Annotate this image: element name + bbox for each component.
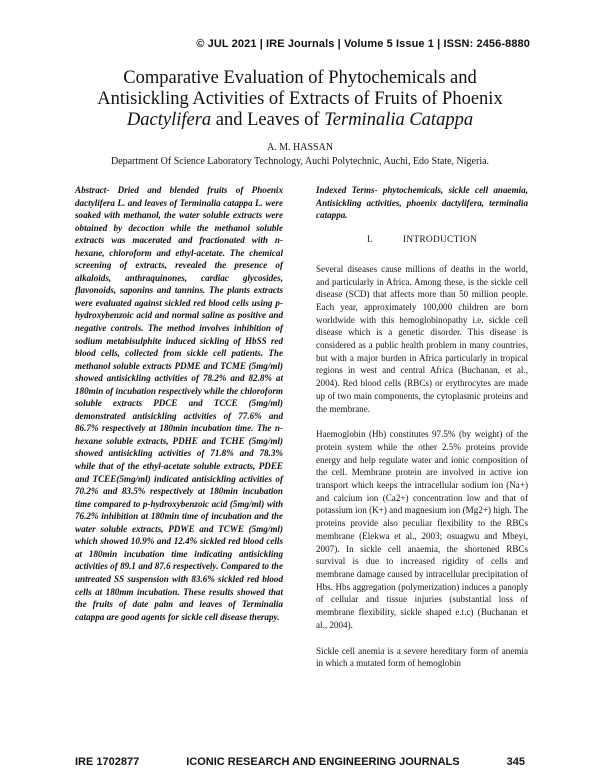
section-heading	[316, 234, 528, 247]
section-number: I.	[366, 235, 373, 246]
title-species-2: Terminalia Catappa	[324, 110, 474, 130]
author-affiliation: Department Of Science Laboratory Technology, Auchi Polytechnic, Auchi, Edo State, Nigeria.	[110, 156, 490, 167]
paper-title	[60, 68, 540, 131]
page-footer	[75, 756, 525, 768]
author-name: A. M. HASSAN	[266, 142, 334, 153]
footer-journal-name: ICONIC RESEARCH AND ENGINEERING JOURNALS	[186, 756, 460, 768]
footer-paper-id: IRE 1702877	[75, 756, 140, 768]
abstract-column	[75, 184, 283, 623]
title-line-3	[60, 110, 540, 131]
title-line-1: Comparative Evaluation of Phytochemicals and	[123, 68, 477, 88]
section-title: INTRODUCTION	[402, 235, 478, 246]
intro-paragraph-2: Haemoglobin (Hb) constitutes 97.5% (by weight) of the protein system while the other 2.5% proteins provide energy and help regulate water and ionic composition of the cell. Membrane protein are involved in active ion transport which keeps the intracellular sodium ion (Na+) and calcium ion (Ca2+) concentration low and that of potassium ion (K+) and magnesium ion (Mg2+) high. The proteins provide also peculiar flexibility to the RBCs membrane (Elekwa et al., 2003; osuagwu and Mbeyi, 2007). In sickle cell anaemia, the shortened RBCs survival is due to increased rigidity of cells and membrane damage caused by intracellular precipitation of Hbs. Hbs aggregation (polymerization) induces a panoply of cellular and tissue injuries (substantial loss of membrane flexibility, sickle shaped e.t.c) (Buchanan et al., 2004).	[316, 429, 528, 630]
intro-paragraph-1: Several diseases cause millions of deaths in the world, and particularly in Africa. Among these, is the sickle cell disease (SCD) that affects more than 50 million people. Each year, approximately 100,000 children are born worldwide with this hemoglobinopathy i.e. sickle cell disease which is a genetic disorder. This disease is considered as a public health problem in many countries, but with a major burden in Africa particularly in tropical regions in west and central Africa (Buchanan, et al., 2004). Red blood cells (RBCs) or erythrocytes are made up of two main components, the cytoplasmic proteins and the membrane.	[316, 263, 528, 414]
title-line-2: Antisickling Activities of Extracts of Fruits of Phoenix	[97, 89, 503, 109]
right-column	[316, 184, 528, 683]
footer-page-number: 345	[506, 756, 525, 768]
index-terms: Indexed Terms- phytochemicals, sickle cell anaemia, Antisickling activities, phoenix dactylifera, terminalia catappa.	[316, 185, 528, 221]
title-species-1: Dactylifera	[126, 110, 212, 130]
title-connector: and Leaves of	[211, 110, 325, 130]
intro-paragraph-3: Sickle cell anemia is a severe hereditary form of anemia in which a mutated form of hemoglobin	[316, 645, 528, 669]
journal-header: © JUL 2021 | IRE Journals | Volume 5 Issue 1 | ISSN: 2456-8880	[196, 38, 530, 50]
abstract-text: Abstract- Dried and blended fruits of Phoenix dactylifera L. and leaves of Terminalia catappa L. were soaked with methanol, the water soluble extracts were obtained by decoction while the methanol soluble extracts was macerated and fractionated with n-hexane, chloroform and ethyl-acetate. The chemical screening of extracts, revealed the presence of alkaloids, anthraquinones, cardiac glycosides, flavonoids, saponins and tannins. The plants extracts were evaluated against sickled red blood cells using p-hydroxybenzoic acid and normal saline as positive and negative controls. The method involves inhibition of sodium metabisulphite induced sickling of HbSS red blood cells, collected from sickle cell patients. The methanol soluble extracts PDME and TCME (5mg/ml) showed antisickling activities of 78.2% and 82.8% at 180min of incubation respectively while the chloroform soluble extracts PDCE and TCCE (5mg/ml) demonstrated antisickling activities of 77.6% and 86.7% respectively at 180min incubation time. The n-hexane soluble extracts, PDHE and TCHE (5mg/ml) showed antisickling activities of 71.8% and 78.3% while that of the ethyl-acetate soluble extracts, PDEE and TCEE(5mg/ml) indicated antisickling activities of 70.2% and 83.5% respectively at 180min incubation time compared to p-hydroxybenzoic acid (5mg/ml) with 76.2% inhibition at 180min time of incubation and the water soluble extracts, PDWE and TCWE (5mg/ml) which showed 10.9% and 12.4% sickled red blood cells at 180min incubation time indicating antisickling activities of 89.1 and 87.6 respectively. Compared to the untreated SS suspension with 83.6% sickled red blood cells at 180mm incubation. These results showed that the fruits of date palm and leaves of Terminalia catappa are good agents for sickle cell disease therapy.	[75, 185, 283, 622]
